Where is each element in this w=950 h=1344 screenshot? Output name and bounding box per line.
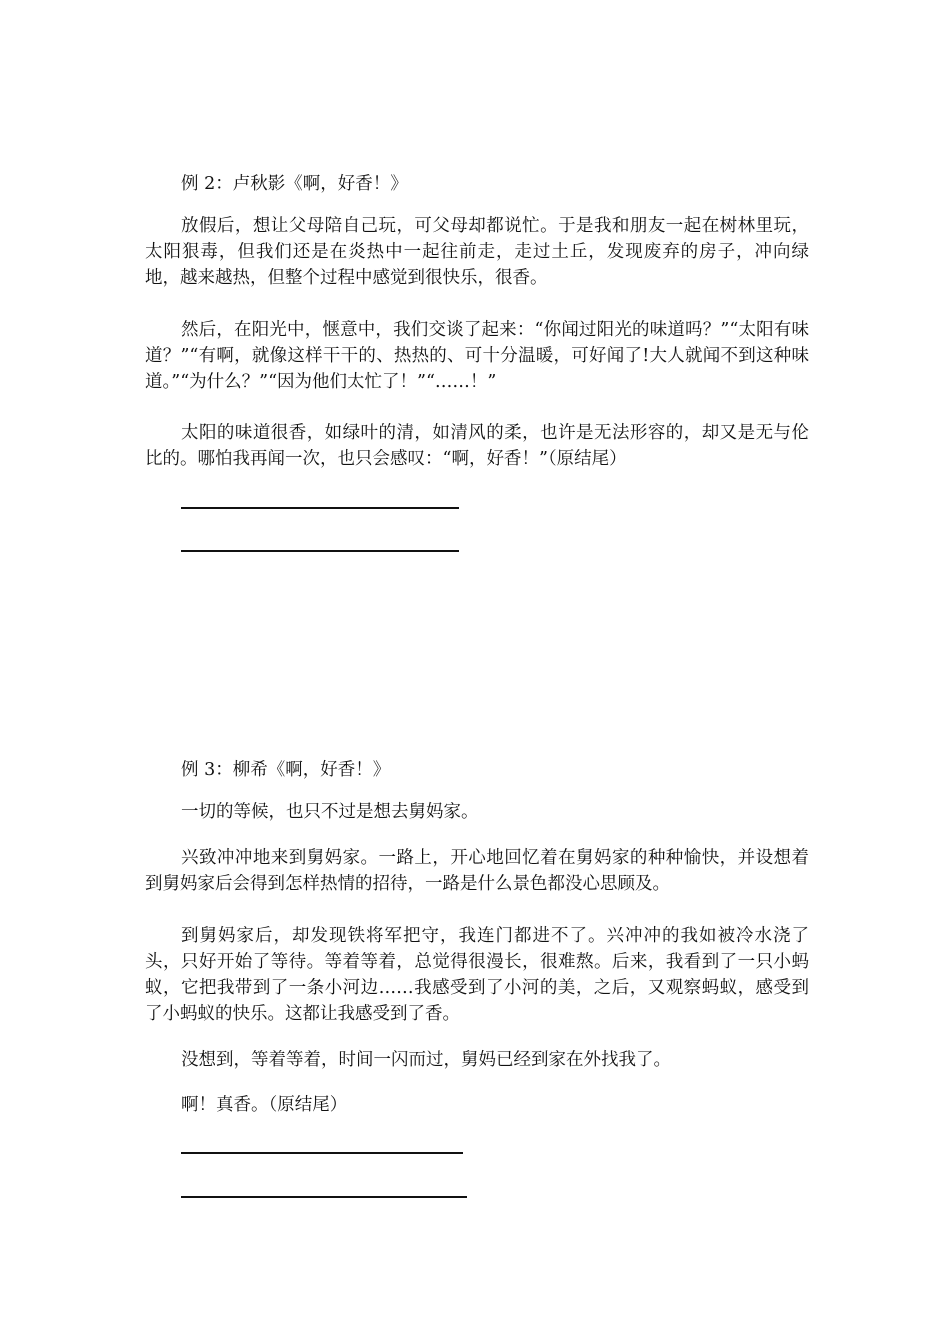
example-2-paragraph-1: 放假后，想让父母陪自己玩，可父母却都说忙。于是我和朋友一起在树林里玩，太阳狠毒，但我们还是在炎热中一起往前走，走过土丘，发现废弃的房子，冲向绿地，越来越热，但整个过程中感觉到很快乐，很香。 — [145, 216, 809, 288]
example-3-paragraph-2: 兴致冲冲地来到舅妈家。一路上，开心地回忆着在舅妈家的种种愉快，并设想着到舅妈家后会得到怎样热情的招待，一路是什么景色都没心思顾及。 — [145, 848, 809, 894]
example-3-paragraph-5: 啊！真香。（原结尾） — [181, 1095, 348, 1115]
example-3-paragraph-1: 一切的等候，也只不过是想去舅妈家。 — [181, 802, 479, 822]
example-2-paragraph-2: 然后，在阳光中，惬意中，我们交谈了起来：“你闻过阳光的味道吗？”“太阳有味道？”“有啊，就像这样干干的、热热的、可十分温暖，可好闻了!大人就闻不到这种味道。”“为什么？”“因为他们太忙了！”“……！” — [145, 320, 809, 392]
example-3-paragraph-4: 没想到，等着等着，时间一闪而过，舅妈已经到家在外找我了。 — [181, 1050, 671, 1070]
example-2-blank-line-2 — [181, 550, 459, 552]
example-2-paragraph-3: 太阳的味道很香，如绿叶的清，如清风的柔，也许是无法形容的，却又是无与伦比的。哪怕我再闻一次，也只会感叹：“啊，好香！”（原结尾） — [145, 423, 809, 469]
example-3-paragraph-3: 到舅妈家后，却发现铁将军把守，我连门都进不了。兴冲冲的我如被冷水浇了头，只好开始了等待。等着等着，总觉得很漫长，很难熬。后来，我看到了一只小蚂蚁，它把我带到了一条小河边……我感受到了小河的美，之后，又观察蚂蚁，感受到了小蚂蚁的快乐。这都让我感受到了香。 — [145, 926, 809, 1024]
example-3-heading: 例 3：柳希《啊，好香！》 — [181, 760, 391, 780]
example-2-blank-line-1 — [181, 507, 459, 509]
example-2-heading: 例 2：卢秋影《啊，好香！》 — [181, 174, 408, 194]
example-3-blank-line-2 — [181, 1196, 467, 1198]
example-3-blank-line-1 — [181, 1152, 463, 1154]
